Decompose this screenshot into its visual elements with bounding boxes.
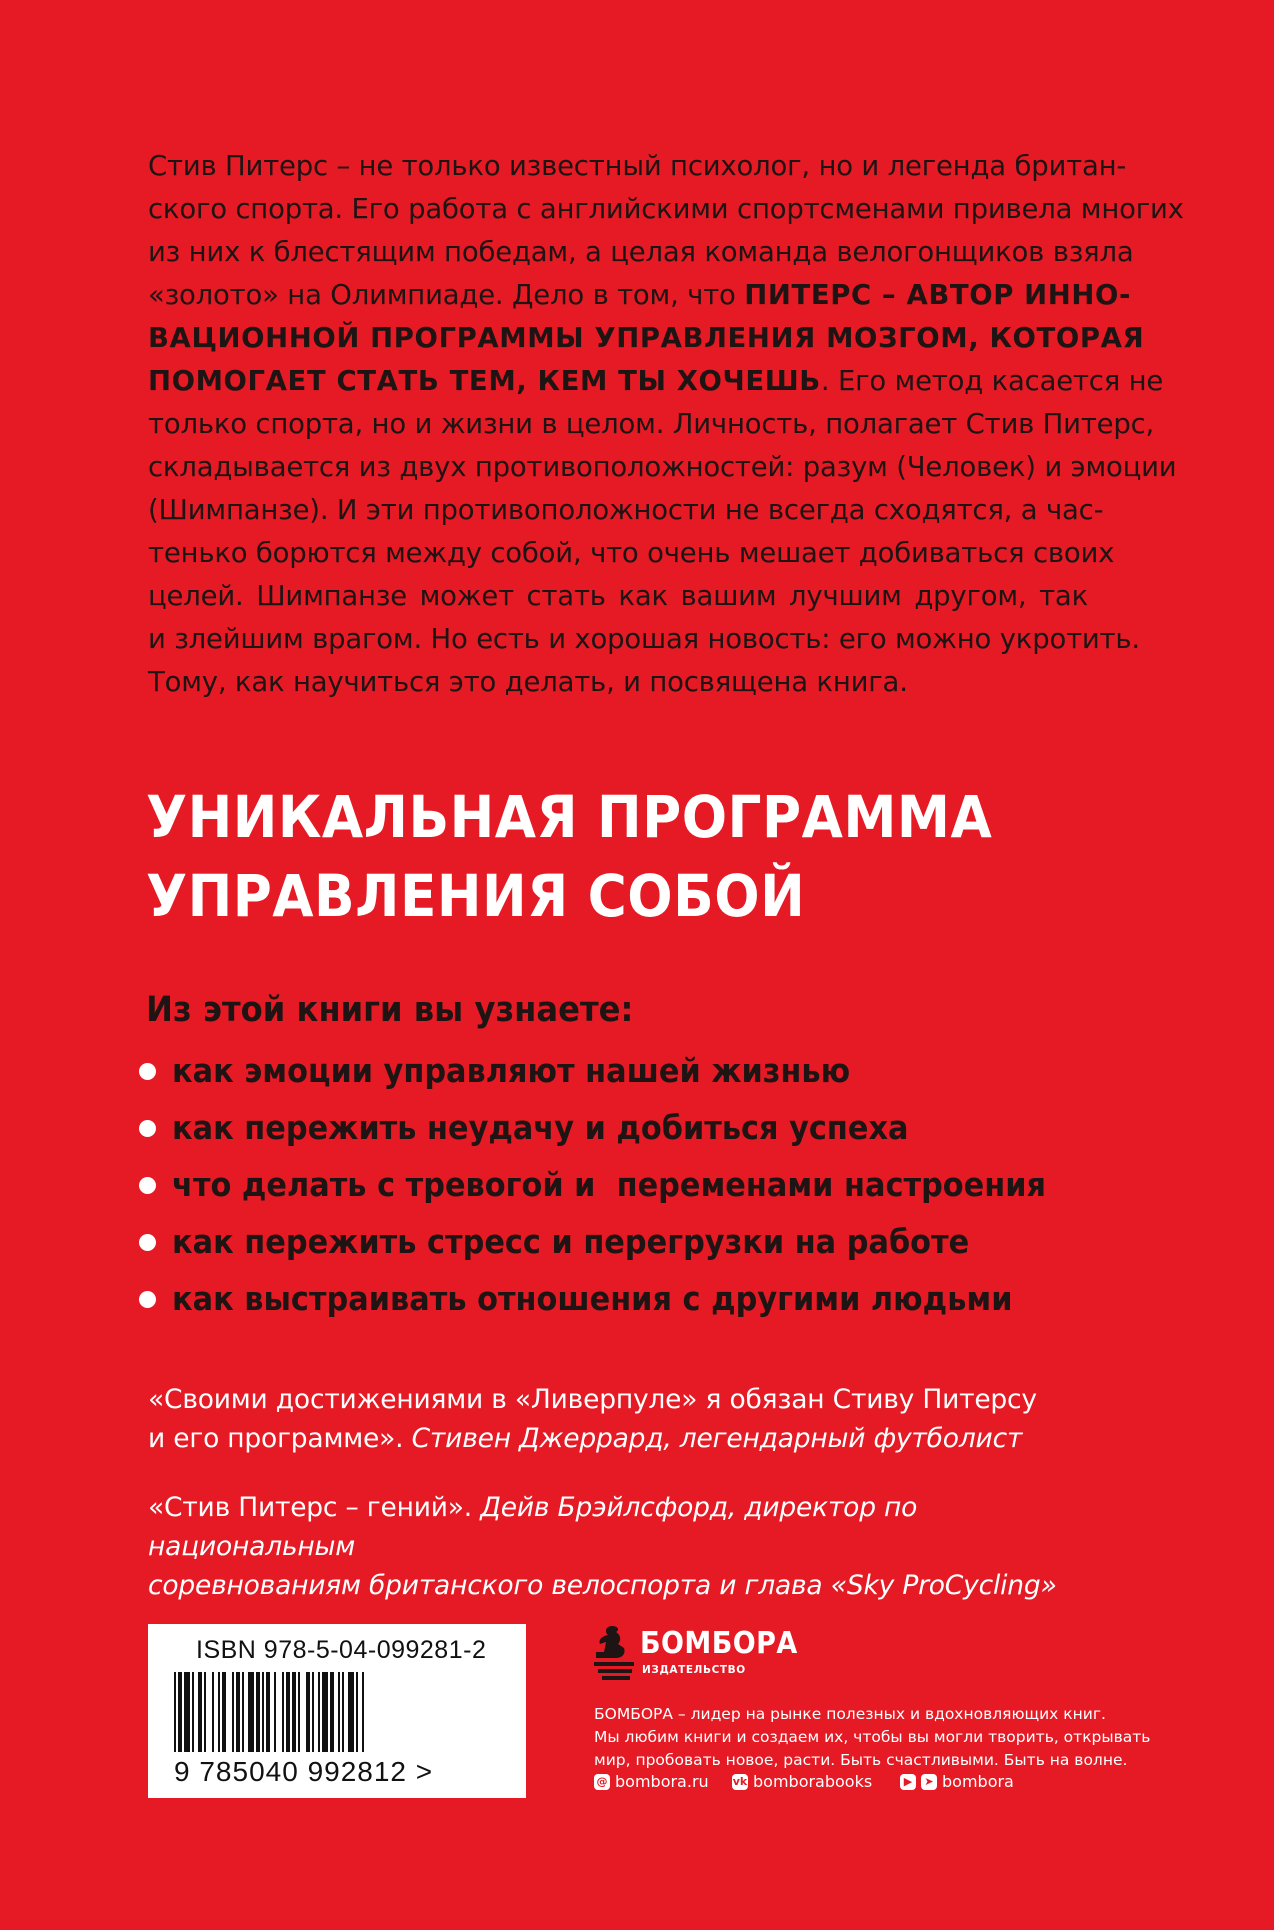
telegram-link[interactable]: ▶ ➤ bombora bbox=[900, 1772, 1014, 1791]
barcode-box bbox=[148, 1624, 526, 1798]
learn-item: как эмоции управляют нашей жизнью bbox=[136, 1042, 1122, 1099]
website-link[interactable]: @ bombora.ru bbox=[594, 1772, 709, 1791]
youtube-icon: ▶ bbox=[900, 1774, 916, 1790]
description-line: ВАЦИОННОЙ ПРОГРАММЫ УПРАВЛЕНИЯ МОЗГОМ, КОТОРАЯ bbox=[148, 322, 1145, 354]
quote-author: Дейв Брэйлсфорд, директор по национальным bbox=[148, 1492, 918, 1562]
barcode-icon bbox=[170, 1672, 510, 1756]
learn-list bbox=[136, 1042, 1122, 1327]
quote-author: Стивен Джеррард, легендарный футболист bbox=[411, 1423, 1023, 1454]
quote-gerrard bbox=[148, 1380, 1108, 1458]
quote-text: и его программе». bbox=[148, 1423, 404, 1454]
description-line: ского спорта. Его работа с английскими спортсменами привела многих bbox=[148, 193, 1184, 225]
quote-brailsford bbox=[148, 1488, 1108, 1605]
description-line: из них к блестящим победам, а целая команда велогонщиков взяла bbox=[148, 236, 1134, 268]
publisher-subtitle: ИЗДАТЕЛЬСТВО bbox=[642, 1664, 746, 1676]
description-line: и злейшим врагом. Но есть и хорошая новость: его можно укротить. bbox=[148, 623, 1140, 655]
description-line: «золото» на Олимпиаде. Дело в том, что ПИТЕРС – АВТОР ИННО- bbox=[148, 279, 1131, 311]
description-line: складывается из двух противоположностей: разум (Человек) и эмоции bbox=[148, 451, 1177, 483]
quote-author: соревнованиям британского велоспорта и глава «Sky ProCycling» bbox=[148, 1570, 1057, 1601]
book-description bbox=[148, 145, 1184, 704]
learn-item: как пережить неудачу и добиться успеха bbox=[136, 1099, 1122, 1156]
isbn-label: ISBN 978-5-04-099281-2 bbox=[196, 1636, 487, 1664]
description-line: (Шимпанзе). И эти противоположности не всегда сходятся, а час- bbox=[148, 494, 1104, 526]
bullet-icon bbox=[139, 1120, 156, 1137]
headline bbox=[146, 778, 1066, 936]
learn-title: Из этой книги вы узнаете: bbox=[146, 990, 634, 1030]
description-line: тенько борются между собой, что очень мешает добиваться своих bbox=[148, 537, 1115, 569]
vk-link[interactable]: vk bomborabooks bbox=[732, 1772, 873, 1791]
globe-icon: @ bbox=[594, 1774, 610, 1790]
bombora-logo-icon bbox=[592, 1622, 638, 1680]
publisher-name: БОМБОРА bbox=[640, 1626, 798, 1661]
description-line: Тому, как научиться это делать, и посвящена книга. bbox=[148, 666, 908, 698]
learn-item: как пережить стресс и перегрузки на работе bbox=[136, 1213, 1122, 1270]
telegram-icon: ➤ bbox=[921, 1774, 937, 1790]
vk-icon: vk bbox=[732, 1775, 748, 1788]
publisher-description: БОМБОРА – лидер на рынке полезных и вдохновляющих книг. Мы любим книги и создаем их, чтобы вы могли творить, открывать мир, пробовать новое, расти. Быть счастливыми. Быть на волне. bbox=[594, 1705, 1151, 1769]
learn-item: что делать с тревогой и переменами настроения bbox=[136, 1156, 1122, 1213]
headline-line-1: УНИКАЛЬНАЯ ПРОГРАММА bbox=[146, 783, 993, 851]
description-line: ПОМОГАЕТ СТАТЬ ТЕМ, КЕМ ТЫ ХОЧЕШЬ. Его метод касается не bbox=[148, 365, 1164, 397]
quote-text: «Своими достижениями в «Ливерпуле» я обязан Стиву Питерсу bbox=[148, 1384, 1037, 1415]
description-line: только спорта, но и жизни в целом. Личность, полагает Стив Питерс, bbox=[148, 408, 1155, 440]
bullet-icon bbox=[139, 1291, 156, 1308]
barcode-digits: 9 785040 992812 > bbox=[174, 1756, 434, 1787]
description-line: целей. Шимпанзе может стать как вашим лучшим другом, так bbox=[148, 580, 1088, 612]
headline-line-2: УПРАВЛЕНИЯ СОБОЙ bbox=[146, 862, 806, 930]
description-line: Стив Питерс – не только известный психолог, но и легенда британ- bbox=[148, 150, 1127, 182]
bullet-icon bbox=[139, 1063, 156, 1080]
bullet-icon bbox=[139, 1177, 156, 1194]
learn-item: как выстраивать отношения с другими людьми bbox=[136, 1270, 1122, 1327]
quote-text: «Стив Питерс – гений». bbox=[148, 1492, 473, 1523]
bullet-icon bbox=[139, 1234, 156, 1251]
